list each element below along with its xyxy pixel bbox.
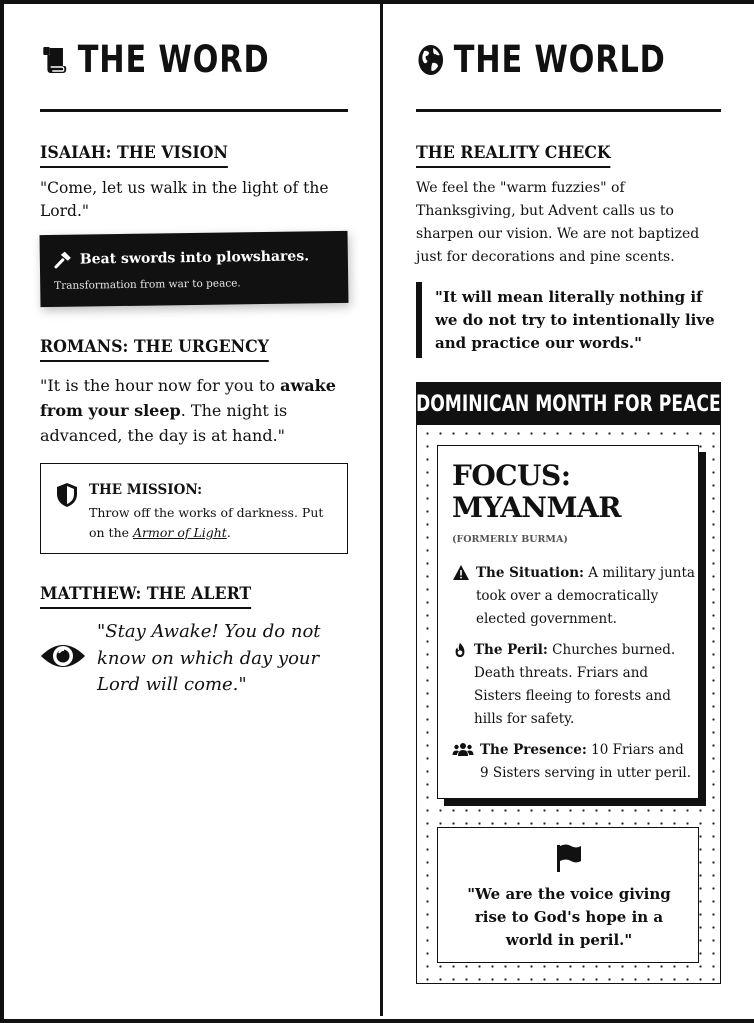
shield-icon <box>55 482 79 508</box>
column-title-world-text: THE WORLD <box>453 38 666 81</box>
eye-icon <box>40 633 86 679</box>
mission-text-end: . <box>226 525 231 540</box>
focus-card <box>437 445 699 799</box>
flag-icon <box>555 843 583 873</box>
reality-text: We feel the "warm fuzzies" of Thanksgiving, but Advent calls us to sharpen our vision. We are not baptized just for decorations and pine scents. <box>416 180 700 265</box>
focus-title-line1: FOCUS: <box>452 459 571 492</box>
people-icon <box>452 741 474 759</box>
closing-quote-card <box>437 827 699 963</box>
warning-icon <box>452 564 470 582</box>
dominican-month-panel <box>416 382 721 984</box>
hammer-icon <box>54 251 72 269</box>
focus-title-line2: MYANMAR <box>452 491 621 524</box>
mission-text-start: Throw off the works of darkness. Put on the <box>89 505 324 540</box>
matthew-quote: "Stay Awake! You do not know on which day your Lord will come." <box>97 621 321 695</box>
focus-item-presence <box>452 739 696 785</box>
month-banner-text: DOMINICAN MONTH FOR PEACE <box>416 391 721 417</box>
callout-subtitle: Transformation from war to peace. <box>54 277 241 292</box>
section-heading-isaiah: ISAIAH: THE VISION <box>40 143 228 168</box>
column-title-word <box>40 38 269 81</box>
section-heading-matthew: MATTHEW: THE ALERT <box>40 584 251 609</box>
scroll-icon <box>40 42 70 78</box>
closing-quote: "We are the voice giving rise to God's hope in a world in peril." <box>467 885 671 949</box>
column-rule-left <box>40 109 348 112</box>
presence-label: The Presence: <box>480 742 587 758</box>
month-banner <box>417 383 720 425</box>
romans-quote <box>40 373 346 448</box>
globe-icon <box>416 42 446 78</box>
peril-label: The Peril: <box>474 642 548 658</box>
focus-item-peril <box>452 639 696 731</box>
column-title-word-text: THE WORD <box>77 38 270 81</box>
isaiah-callout <box>40 231 349 307</box>
focus-title <box>452 460 621 524</box>
romans-quote-end: . The night is advanced, the day is at hand." <box>40 401 288 445</box>
section-heading-romans: ROMANS: THE URGENCY <box>40 337 269 362</box>
column-title-world <box>416 38 666 81</box>
column-divider <box>380 4 383 1016</box>
presence-text: 10 Friars and 9 Sisters serving in utter peril. <box>480 742 691 781</box>
column-rule-right <box>416 109 721 112</box>
romans-quote-emphasis: awake from your sleep <box>40 376 336 420</box>
situation-label: The Situation: <box>476 565 584 581</box>
callout-title: Beat swords into plowshares. <box>79 248 310 268</box>
romans-quote-start: "It is the hour now for you to <box>40 376 281 395</box>
mission-text <box>89 503 339 543</box>
fire-icon <box>452 641 468 659</box>
mission-box <box>40 463 348 554</box>
isaiah-quote: "Come, let us walk in the light of the Lord." <box>40 179 329 220</box>
pull-quote: "It will mean literally nothing if we do not try to intentionally live and practice our words." <box>416 282 722 358</box>
focus-subtitle: (FORMERLY BURMA) <box>452 534 568 545</box>
peril-text: Churches burned. Death threats. Friars and Sisters fleeing to forests and hills for safety. <box>474 642 676 727</box>
situation-text: A military junta took over a democratically elected government. <box>476 565 695 627</box>
armor-of-light-link[interactable]: Armor of Light <box>133 525 227 540</box>
focus-item-situation <box>452 562 696 631</box>
section-heading-reality: THE REALITY CHECK <box>416 143 611 168</box>
mission-title: THE MISSION: <box>89 482 203 498</box>
